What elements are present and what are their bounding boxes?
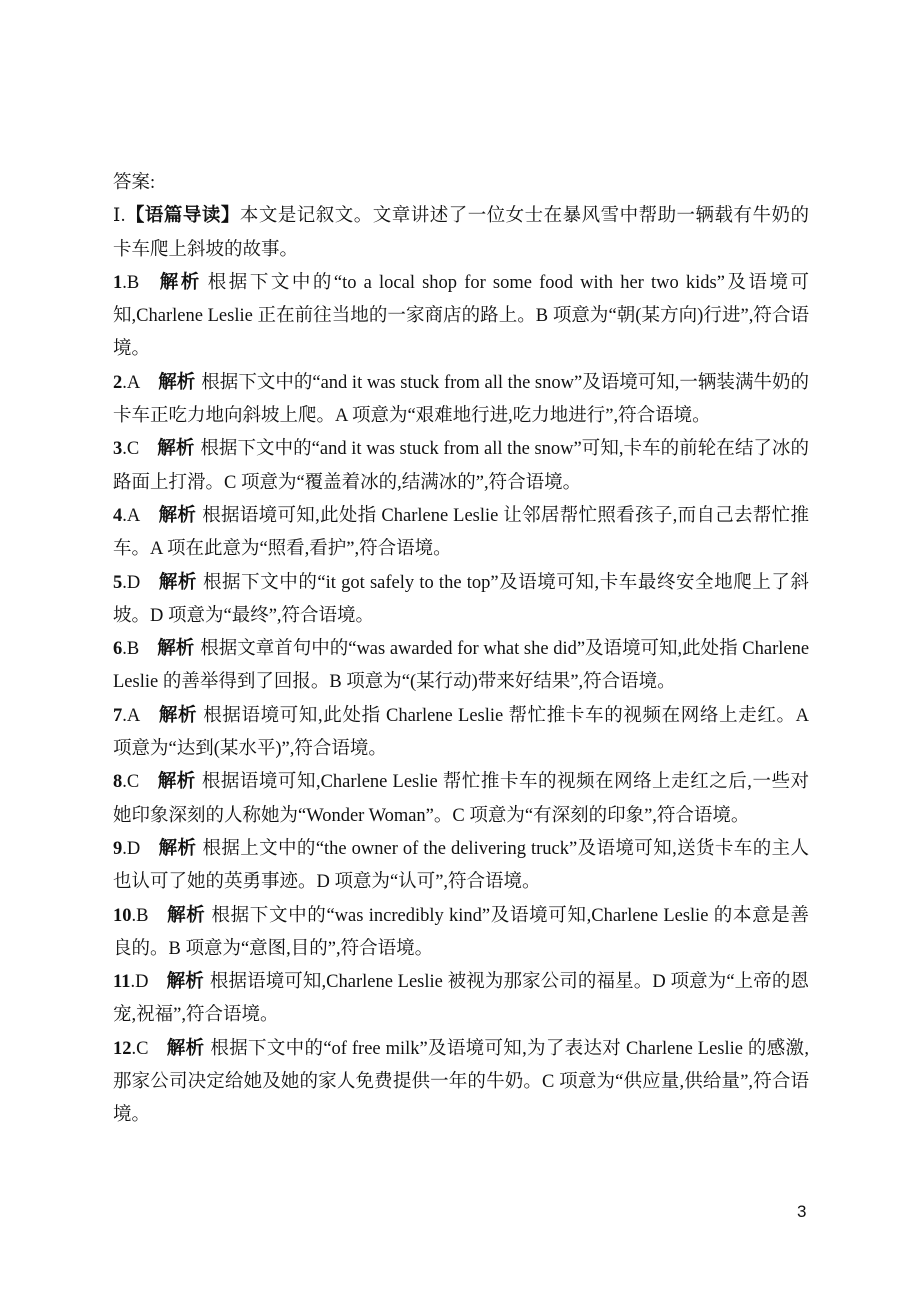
answers-heading: 答案:	[113, 173, 156, 193]
item-text: 境。	[113, 1105, 151, 1126]
item-number: 6	[113, 639, 123, 660]
item-text: 根据语境可知,此处指 Charlene Leslie 帮忙推卡车的视频在网络上走红。A	[203, 705, 809, 726]
item-text: 境。	[113, 339, 151, 360]
item-text: 根据下文中的“of free milk”及语境可知,为了表达对 Charlene Leslie 的感激,	[210, 1038, 809, 1059]
item-text: 根据语境可知,此处指 Charlene Leslie 让邻居帮忙照看孩子,而自己去帮忙推	[202, 505, 809, 526]
item-text: Leslie 的善举得到了回报。B 项意为“(某行动)带来好结果”,符合语境。	[113, 672, 676, 693]
item-number: 4	[113, 505, 123, 526]
answer-item-line	[113, 467, 809, 500]
answer-document	[113, 167, 809, 1133]
item-number: 5	[113, 572, 123, 593]
answer-list	[113, 267, 809, 1133]
analysis-label: 解析	[158, 705, 198, 726]
item-number: 10	[113, 905, 132, 926]
analysis-label: 解析	[158, 505, 197, 526]
item-text: 根据下文中的“and it was stuck from all the snow”可知,卡车的前轮在结了冰的	[200, 439, 809, 460]
answer-item-2	[113, 367, 809, 400]
item-number: 1	[113, 272, 123, 293]
answer-item-4	[113, 500, 809, 533]
answer-item-12	[113, 1033, 809, 1066]
item-answer: .B	[122, 639, 140, 660]
item-answer: .A	[122, 505, 141, 526]
item-text: 卡车正吃力地向斜坡上爬。A 项意为“艰难地行进,吃力地进行”,符合语境。	[113, 406, 711, 427]
item-answer: .B	[122, 272, 140, 293]
answer-item-line	[113, 300, 809, 333]
item-text: 那家公司决定给她及她的家人免费提供一年的牛奶。C 项意为“供应量,供给量”,符合语	[113, 1072, 809, 1093]
item-text: 也认可了她的英勇事迹。D 项意为“认可”,符合语境。	[113, 872, 541, 893]
item-text: 项意为“达到(某水平)”,符合语境。	[113, 739, 387, 760]
answer-item-line	[113, 733, 809, 766]
analysis-label: 解析	[157, 272, 202, 293]
item-number: 2	[113, 372, 123, 393]
item-number: 12	[113, 1038, 132, 1059]
page-number: 3	[797, 1202, 807, 1221]
answer-item-line	[113, 333, 809, 366]
item-answer: .D	[122, 572, 141, 593]
item-number: 8	[113, 772, 123, 793]
answer-item-line	[113, 533, 809, 566]
item-text: 良的。B 项意为“意图,目的”,符合语境。	[113, 938, 434, 959]
answer-item-10	[113, 900, 809, 933]
item-text: 根据语境可知,Charlene Leslie 被视为那家公司的福星。D 项意为“上帝的恩	[209, 972, 809, 993]
item-answer: .C	[122, 439, 140, 460]
analysis-label: 解析	[158, 572, 197, 593]
item-text: 车。A 项在此意为“照看,看护”,符合语境。	[113, 539, 452, 560]
answer-item-line	[113, 666, 809, 699]
item-number: 7	[113, 705, 123, 726]
intro-prefix: Ⅰ.	[113, 206, 126, 227]
item-number: 9	[113, 838, 123, 859]
item-answer: .C	[131, 1038, 149, 1059]
analysis-label: 解析	[166, 1038, 205, 1059]
answer-item-6	[113, 633, 809, 666]
analysis-label: 解析	[157, 772, 196, 793]
item-answer: .B	[131, 905, 149, 926]
answer-item-3	[113, 433, 809, 466]
answer-item-line	[113, 933, 809, 966]
item-number: 3	[113, 439, 123, 460]
intro-text: 本文是记叙文。文章讲述了一位女士在暴风雪中帮助一辆载有牛奶的	[239, 206, 809, 227]
answer-item-line	[113, 866, 809, 899]
analysis-label: 解析	[157, 639, 195, 660]
intro-line	[113, 200, 809, 233]
item-text: 根据上文中的“the owner of the delivering truck”及语境可知,送货卡车的主人	[202, 838, 809, 859]
answer-item-7	[113, 700, 809, 733]
item-answer: .A	[122, 705, 141, 726]
analysis-label: 解析	[158, 838, 197, 859]
item-text: 根据语境可知,Charlene Leslie 帮忙推卡车的视频在网络上走红之后,一些对	[201, 772, 809, 793]
answer-item-11	[113, 966, 809, 999]
analysis-label: 解析	[166, 905, 206, 926]
answer-item-1	[113, 267, 809, 300]
item-text: 根据下文中的“was incredibly kind”及语境可知,Charlene Leslie 的本意是善	[211, 905, 809, 926]
answer-item-line	[113, 1066, 809, 1099]
answer-item-line	[113, 600, 809, 633]
intro-tag: 【语篇导读】	[125, 206, 240, 227]
item-text: 路面上打滑。C 项意为“覆盖着冰的,结满冰的”,符合语境。	[113, 472, 582, 493]
answer-item-line	[113, 400, 809, 433]
answer-item-8	[113, 766, 809, 799]
analysis-label: 解析	[157, 439, 195, 460]
item-answer: .D	[130, 972, 149, 993]
item-text: 根据文章首句中的“was awarded for what she did”及语境可知,此处指 Charlene	[200, 639, 810, 660]
item-text: 宠,祝福”,符合语境。	[113, 1005, 279, 1026]
item-text: 她印象深刻的人称她为“Wonder Woman”。C 项意为“有深刻的印象”,符合语境。	[113, 805, 750, 826]
answer-item-9	[113, 833, 809, 866]
item-text: 根据下文中的“it got safely to the top”及语境可知,卡车最终安全地爬上了斜	[202, 572, 809, 593]
intro-line: 卡车爬上斜坡的故事。	[113, 239, 299, 260]
item-answer: .D	[122, 838, 141, 859]
item-text: 知,Charlene Leslie 正在前往当地的一家商店的路上。B 项意为“朝(某方向)行进”,符合语	[113, 306, 809, 327]
item-text: 坡。D 项意为“最终”,符合语境。	[113, 605, 375, 626]
answer-item-5	[113, 567, 809, 600]
answer-item-line	[113, 999, 809, 1032]
answer-item-line	[113, 1099, 809, 1132]
analysis-label: 解析	[166, 972, 204, 993]
item-answer: .C	[122, 772, 140, 793]
item-number: 11	[113, 972, 131, 993]
analysis-label: 解析	[158, 372, 196, 393]
item-answer: .A	[122, 372, 141, 393]
answer-item-line	[113, 800, 809, 833]
item-text: 根据下文中的“and it was stuck from all the snow”及语境可知,一辆装满牛奶的	[201, 372, 809, 393]
item-text: 根据下文中的“to a local shop for some food with her two kids”及语境可	[207, 272, 809, 293]
